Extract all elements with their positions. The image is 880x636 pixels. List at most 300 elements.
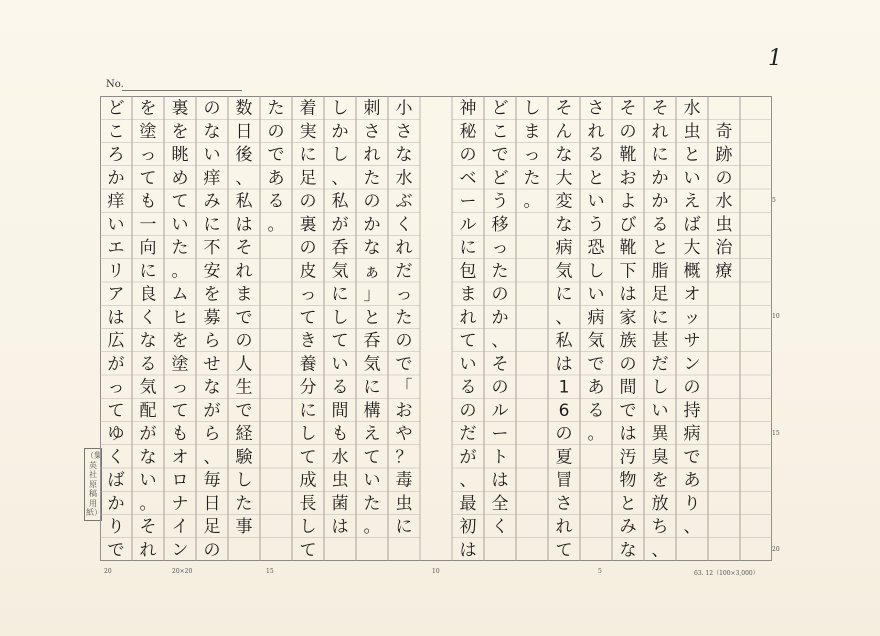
manuscript-character: 大 xyxy=(683,238,701,259)
manuscript-character: 呑 xyxy=(331,238,349,259)
manuscript-character: は xyxy=(619,424,637,445)
manuscript-character: る xyxy=(267,191,285,212)
manuscript-character: 塗 xyxy=(171,354,189,375)
margin-mark-20: 20 xyxy=(772,546,780,553)
manuscript-character: オ xyxy=(171,447,189,468)
manuscript-character: も xyxy=(139,191,157,212)
manuscript-character: を xyxy=(651,470,669,491)
manuscript-character: 菌 xyxy=(331,493,349,514)
manuscript-character: 、 xyxy=(555,307,573,328)
manuscript-character: ら xyxy=(203,424,221,445)
manuscript-character: 。 xyxy=(139,493,157,514)
footer-format: 20×20 xyxy=(172,568,193,575)
manuscript-character: あ xyxy=(683,470,701,491)
manuscript-character: い xyxy=(587,284,605,305)
manuscript-character: た xyxy=(491,261,509,282)
manuscript-character: ら xyxy=(203,331,221,352)
manuscript-character: 冒 xyxy=(555,470,573,491)
manuscript-character: の xyxy=(459,145,477,166)
manuscript-character: な xyxy=(619,540,637,561)
manuscript-character: か xyxy=(651,191,669,212)
manuscript-character: あ xyxy=(267,168,285,189)
manuscript-character: の xyxy=(363,191,381,212)
manuscript-character: 裏 xyxy=(171,98,189,119)
manuscript-character: 刺 xyxy=(363,98,381,119)
manuscript-character: れ xyxy=(651,121,669,142)
manuscript-character: に xyxy=(555,284,573,305)
footer-15: 15 xyxy=(266,568,274,575)
manuscript-character: か xyxy=(107,493,125,514)
manuscript-character: の xyxy=(619,354,637,375)
manuscript-character: っ xyxy=(523,145,541,166)
manuscript-character: そ xyxy=(651,98,669,119)
manuscript-character: ン xyxy=(171,540,189,561)
manuscript-character: び xyxy=(619,214,637,235)
manuscript-character: 養 xyxy=(299,354,317,375)
manuscript-character: さ xyxy=(555,493,573,514)
manuscript-character: れ xyxy=(459,307,477,328)
manuscript-character: 甚 xyxy=(651,331,669,352)
manuscript-character: 経 xyxy=(235,424,253,445)
manuscript-character: 水 xyxy=(331,447,349,468)
manuscript-character: は xyxy=(459,540,477,561)
manuscript-character: ん xyxy=(555,121,573,142)
manuscript-character: は xyxy=(619,284,637,305)
manuscript-character: 。 xyxy=(171,261,189,282)
margin-mark-10: 10 xyxy=(772,313,780,320)
manuscript-character: 水 xyxy=(683,98,701,119)
manuscript-character: し xyxy=(331,98,349,119)
margin-mark-5: 5 xyxy=(772,197,776,204)
manuscript-character: に xyxy=(363,377,381,398)
manuscript-character: 、 xyxy=(683,517,701,538)
manuscript-character: る xyxy=(459,377,477,398)
manuscript-character: こ xyxy=(491,121,509,142)
manuscript-character: れ xyxy=(555,517,573,538)
manuscript-character: ど xyxy=(107,98,125,119)
manuscript-character: と xyxy=(619,493,637,514)
manuscript-character: リ xyxy=(107,261,125,282)
manuscript-character: 包 xyxy=(459,261,477,282)
manuscript-character: し xyxy=(331,307,349,328)
manuscript-character: 移 xyxy=(491,214,509,235)
manuscript-character: 、 xyxy=(331,168,349,189)
manuscript-character: 足 xyxy=(203,517,221,538)
manuscript-character: 皮 xyxy=(299,261,317,282)
manuscript-character: た xyxy=(523,168,541,189)
manuscript-character: が xyxy=(139,424,157,445)
manuscript-character: る xyxy=(651,214,669,235)
manuscript-character: ヒ xyxy=(171,307,189,328)
manuscript-character: ろ xyxy=(107,145,125,166)
manuscript-character: 実 xyxy=(299,121,317,142)
manuscript-character: ど xyxy=(491,168,509,189)
manuscript-character: い xyxy=(203,145,221,166)
manuscript-character: と xyxy=(363,307,381,328)
manuscript-character: 私 xyxy=(555,331,573,352)
manuscript-character: な xyxy=(139,331,157,352)
manuscript-character: 痒 xyxy=(107,191,125,212)
manuscript-character: の xyxy=(459,400,477,421)
manuscript-character: 家 xyxy=(619,307,637,328)
manuscript-character: て xyxy=(363,447,381,468)
manuscript-character: 足 xyxy=(299,168,317,189)
manuscript-character: 気 xyxy=(587,331,605,352)
manuscript-character: ？ xyxy=(395,447,413,468)
manuscript-character: し xyxy=(651,377,669,398)
manuscript-character: 病 xyxy=(555,238,573,259)
manuscript-character: は xyxy=(555,354,573,375)
manuscript-character: ち xyxy=(651,517,669,538)
manuscript-character: い xyxy=(363,470,381,491)
manuscript-character: 塗 xyxy=(139,121,157,142)
manuscript-character: エ xyxy=(107,238,125,259)
manuscript-character: で xyxy=(619,400,637,421)
manuscript-character: っ xyxy=(139,145,157,166)
manuscript-character: な xyxy=(139,447,157,468)
manuscript-character: な xyxy=(555,214,573,235)
manuscript-character: の xyxy=(203,98,221,119)
manuscript-character: や xyxy=(395,424,413,445)
manuscript-character: っ xyxy=(299,284,317,305)
manuscript-character: 「 xyxy=(395,377,413,398)
manuscript-character: て xyxy=(139,168,157,189)
manuscript-character: だ xyxy=(651,354,669,375)
manuscript-character: 治 xyxy=(715,238,733,259)
manuscript-character: 物 xyxy=(619,470,637,491)
manuscript-character: か xyxy=(107,168,125,189)
manuscript-character: た xyxy=(235,493,253,514)
manuscript-character: で xyxy=(107,540,125,561)
manuscript-character: た xyxy=(395,307,413,328)
manuscript-character: ま xyxy=(235,284,253,305)
manuscript-character: ア xyxy=(107,284,125,305)
manuscript-character: が xyxy=(459,447,477,468)
manuscript-character: て xyxy=(171,400,189,421)
manuscript-character: か xyxy=(491,307,509,328)
manuscript-character: に xyxy=(139,261,157,282)
manuscript-character: れ xyxy=(363,145,381,166)
manuscript-character: も xyxy=(171,424,189,445)
manuscript-character: 良 xyxy=(139,284,157,305)
manuscript-character: の xyxy=(203,540,221,561)
manuscript-character: に xyxy=(203,214,221,235)
manuscript-character: ッ xyxy=(683,307,701,328)
manuscript-character: て xyxy=(299,307,317,328)
manuscript-character: は xyxy=(491,470,509,491)
manuscript-character: さ xyxy=(395,121,413,142)
manuscript-character: な xyxy=(203,377,221,398)
manuscript-character: に xyxy=(651,307,669,328)
number-field-line xyxy=(122,90,242,91)
manuscript-character: 秘 xyxy=(459,121,477,142)
manuscript-character: に xyxy=(459,238,477,259)
manuscript-character: 療 xyxy=(715,261,733,282)
manuscript-character: ナ xyxy=(171,493,189,514)
manuscript-character: 病 xyxy=(587,307,605,328)
manuscript-character: っ xyxy=(171,377,189,398)
manuscript-character: い xyxy=(171,214,189,235)
manuscript-character: る xyxy=(331,377,349,398)
manuscript-character: 、 xyxy=(203,447,221,468)
manuscript-character: オ xyxy=(683,284,701,305)
manuscript-character: 全 xyxy=(491,493,509,514)
manuscript-character: 病 xyxy=(683,424,701,445)
manuscript-character: イ xyxy=(171,517,189,538)
manuscript-character: 奇 xyxy=(715,121,733,142)
manuscript-character: く xyxy=(107,447,125,468)
manuscript-character: 」 xyxy=(363,284,381,305)
manuscript-character: の xyxy=(491,284,509,305)
paper-publisher-label: （集英社原稿用紙） xyxy=(84,448,102,521)
manuscript-character: え xyxy=(363,424,381,445)
manuscript-character: ま xyxy=(459,284,477,305)
manuscript-character: 、 xyxy=(491,331,509,352)
manuscript-character: に xyxy=(331,284,349,305)
manuscript-character: 、 xyxy=(235,168,253,189)
manuscript-character: 靴 xyxy=(619,145,637,166)
manuscript-character: ぁ xyxy=(363,261,381,282)
footer-20: 20 xyxy=(104,568,112,575)
manuscript-character: そ xyxy=(491,354,509,375)
manuscript-character: し xyxy=(235,470,253,491)
manuscript-character: 成 xyxy=(299,470,317,491)
manuscript-character: り xyxy=(683,493,701,514)
manuscript-character: 恐 xyxy=(587,238,605,259)
manuscript-character: 、 xyxy=(651,540,669,561)
manuscript-character: い xyxy=(587,191,605,212)
manuscript-character: 事 xyxy=(235,517,253,538)
manuscript-character: 神 xyxy=(459,98,477,119)
manuscript-character: 長 xyxy=(299,493,317,514)
manuscript-character: で xyxy=(235,400,253,421)
manuscript-character: そ xyxy=(139,517,157,538)
manuscript-character: 分 xyxy=(299,377,317,398)
manuscript-character: に xyxy=(395,517,413,538)
manuscript-character: い xyxy=(107,214,125,235)
manuscript-character: ト xyxy=(491,447,509,468)
manuscript-character: の xyxy=(299,238,317,259)
manuscript-character: え xyxy=(683,191,701,212)
manuscript-character: 汚 xyxy=(619,447,637,468)
manuscript-character: の xyxy=(619,121,637,142)
manuscript-character: と xyxy=(587,168,605,189)
manuscript-character: は xyxy=(235,214,253,235)
manuscript-character: ン xyxy=(683,354,701,375)
manuscript-character: で xyxy=(395,354,413,375)
manuscript-character: 族 xyxy=(619,331,637,352)
manuscript-character: さ xyxy=(587,98,605,119)
manuscript-character: 募 xyxy=(203,307,221,328)
manuscript-character: い xyxy=(459,354,477,375)
manuscript-character: 概 xyxy=(683,261,701,282)
manuscript-character: れ xyxy=(587,121,605,142)
manuscript-character: く xyxy=(395,214,413,235)
manuscript-character: か xyxy=(331,121,349,142)
manuscript-character: で xyxy=(267,145,285,166)
manuscript-character: 虫 xyxy=(331,470,349,491)
manuscript-character: 虫 xyxy=(715,214,733,235)
manuscript-character: 夏 xyxy=(555,447,573,468)
manuscript-character: 虫 xyxy=(683,121,701,142)
manuscript-character: と xyxy=(683,145,701,166)
manuscript-character: れ xyxy=(139,540,157,561)
manuscript-character: ば xyxy=(683,214,701,235)
manuscript-character: か xyxy=(363,214,381,235)
manuscript-character: だ xyxy=(459,424,477,445)
manuscript-character: に xyxy=(299,400,317,421)
manuscript-character: 下 xyxy=(619,261,637,282)
manuscript-character: 変 xyxy=(555,191,573,212)
manuscript-character: め xyxy=(171,168,189,189)
manuscript-character: は xyxy=(331,517,349,538)
manuscript-character: る xyxy=(587,400,605,421)
footer-5: 5 xyxy=(598,568,602,575)
margin-mark-15: 15 xyxy=(772,430,780,437)
manuscript-character: ー xyxy=(491,424,509,445)
manuscript-character: 6 xyxy=(558,400,570,421)
manuscript-character: し xyxy=(331,145,349,166)
manuscript-character: ル xyxy=(459,214,477,235)
manuscript-character: 脂 xyxy=(651,261,669,282)
manuscript-character: 生 xyxy=(235,377,253,398)
manuscript-character: て xyxy=(331,331,349,352)
manuscript-character: で xyxy=(491,145,509,166)
manuscript-character: し xyxy=(299,424,317,445)
manuscript-character: 水 xyxy=(395,168,413,189)
manuscript-character: が xyxy=(203,400,221,421)
manuscript-character: の xyxy=(683,377,701,398)
manuscript-character: 数 xyxy=(235,98,253,119)
manuscript-character: 眺 xyxy=(171,145,189,166)
manuscript-character: し xyxy=(587,261,605,282)
manuscript-character: と xyxy=(651,238,669,259)
manuscript-character: く xyxy=(491,517,509,538)
manuscript-character: う xyxy=(491,191,509,212)
manuscript-character: れ xyxy=(235,261,253,282)
manuscript-character: っ xyxy=(107,377,125,398)
manuscript-character: で xyxy=(235,307,253,328)
manuscript-character: は xyxy=(107,307,125,328)
manuscript-character: が xyxy=(331,214,349,235)
manuscript-character: た xyxy=(363,168,381,189)
manuscript-character: ベ xyxy=(459,168,477,189)
manuscript-character: 気 xyxy=(331,261,349,282)
manuscript-character: て xyxy=(107,400,125,421)
manuscript-character: 呑 xyxy=(363,331,381,352)
manuscript-character: を xyxy=(139,98,157,119)
manuscript-character: 毒 xyxy=(395,470,413,491)
manuscript-character: 後 xyxy=(235,145,253,166)
manuscript-character: 足 xyxy=(651,284,669,305)
manuscript-character: の xyxy=(235,331,253,352)
manuscript-character: ル xyxy=(491,400,509,421)
manuscript-character: た xyxy=(363,493,381,514)
manuscript-character: サ xyxy=(683,331,701,352)
manuscript-character: 持 xyxy=(683,400,701,421)
manuscript-character: き xyxy=(299,331,317,352)
manuscript-character: 小 xyxy=(395,98,413,119)
manuscript-character: た xyxy=(171,238,189,259)
manuscript-character: の xyxy=(555,424,573,445)
manuscript-character: い xyxy=(331,354,349,375)
manuscript-character: ゆ xyxy=(107,424,125,445)
manuscript-character: 間 xyxy=(619,377,637,398)
manuscript-character: 靴 xyxy=(619,238,637,259)
manuscript-character: て xyxy=(555,540,573,561)
manuscript-character: 臭 xyxy=(651,447,669,468)
manuscript-character: し xyxy=(523,98,541,119)
manuscript-character: 水 xyxy=(715,191,733,212)
manuscript-character: そ xyxy=(619,98,637,119)
manuscript-character: う xyxy=(587,214,605,235)
manuscript-character: っ xyxy=(395,284,413,305)
manuscript-character: 初 xyxy=(459,517,477,538)
manuscript-character: さ xyxy=(363,121,381,142)
manuscript-character: 、 xyxy=(459,470,477,491)
genkou-grid xyxy=(100,96,772,561)
manuscript-character: 安 xyxy=(203,261,221,282)
manuscript-character: 最 xyxy=(459,493,477,514)
manuscript-character: の xyxy=(491,377,509,398)
manuscript-character: 虫 xyxy=(395,493,413,514)
manuscript-character: こ xyxy=(107,121,125,142)
manuscript-character: の xyxy=(715,168,733,189)
manuscript-character: よ xyxy=(619,191,637,212)
footer-print-code: 63. 12（100×3,000） xyxy=(694,570,759,577)
manuscript-character: 広 xyxy=(107,331,125,352)
page-number: 1 xyxy=(768,46,782,71)
manuscript-character: て xyxy=(299,447,317,468)
manuscript-character: 。 xyxy=(523,191,541,212)
manuscript-character: 毎 xyxy=(203,470,221,491)
manuscript-character: に xyxy=(299,145,317,166)
footer-10: 10 xyxy=(432,568,440,575)
manuscript-character: な xyxy=(363,238,381,259)
manuscript-character: も xyxy=(331,424,349,445)
manuscript-character: お xyxy=(395,400,413,421)
manuscript-character: で xyxy=(587,354,605,375)
manuscript-character: 大 xyxy=(555,168,573,189)
manuscript-character: り xyxy=(107,517,125,538)
manuscript-character: て xyxy=(459,331,477,352)
manuscript-character: 不 xyxy=(203,238,221,259)
manuscript-character: 気 xyxy=(555,261,573,282)
manuscript-character: ま xyxy=(523,121,541,142)
manuscript-character: 配 xyxy=(139,400,157,421)
manuscript-character: に xyxy=(651,145,669,166)
manuscript-character: く xyxy=(139,307,157,328)
manuscript-character: 裏 xyxy=(299,214,317,235)
manuscript-character: ー xyxy=(459,191,477,212)
manuscript-character: っ xyxy=(491,238,509,259)
number-label: No. xyxy=(106,79,124,90)
manuscript-character: 間 xyxy=(331,400,349,421)
manuscript-character: 。 xyxy=(267,214,285,235)
manuscript-character: が xyxy=(107,354,125,375)
manuscript-character: て xyxy=(299,540,317,561)
manuscript-character: れ xyxy=(395,238,413,259)
manuscript-character: だ xyxy=(395,261,413,282)
manuscript-character: ロ xyxy=(171,470,189,491)
manuscript-character: 人 xyxy=(235,354,253,375)
manuscript-character: 構 xyxy=(363,400,381,421)
manuscript-character: な xyxy=(395,145,413,166)
manuscript-character: な xyxy=(555,145,573,166)
manuscript-character: 験 xyxy=(235,447,253,468)
manuscript-character: 痒 xyxy=(203,168,221,189)
manuscript-character: し xyxy=(299,517,317,538)
